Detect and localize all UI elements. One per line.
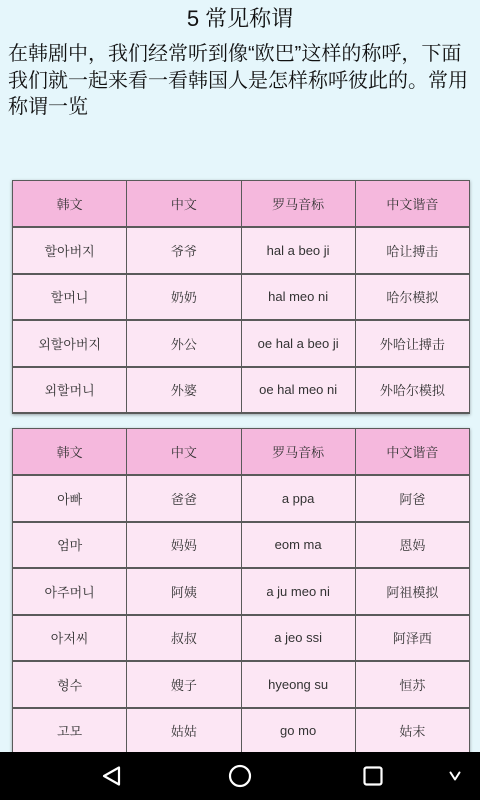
- table-row: [13, 320, 470, 367]
- korean-cell: 아저씨: [13, 615, 127, 662]
- table-header-row: [13, 181, 470, 228]
- korean-cell: 고모: [13, 708, 127, 753]
- korean-cell: 외할머니: [13, 367, 127, 414]
- titles-table-family-elders: [12, 180, 470, 414]
- chinese-cell: 奶奶: [127, 274, 241, 321]
- column-header-chinese: 中文: [127, 429, 241, 476]
- navigation-bar: [0, 752, 480, 800]
- homophone-cell: 恩妈: [355, 522, 469, 569]
- titles-table-family-relatives: [12, 428, 470, 752]
- table-row: [13, 615, 470, 662]
- chinese-cell: 姑姑: [127, 708, 241, 753]
- homophone-cell: 哈尔模拟: [355, 274, 469, 321]
- column-header-homophone: 中文谐音: [355, 429, 469, 476]
- column-header-korean: 韩文: [13, 429, 127, 476]
- romanization-cell: hyeong su: [241, 661, 355, 708]
- korean-cell: 할머니: [13, 274, 127, 321]
- column-header-romanization: 罗马音标: [241, 429, 355, 476]
- korean-cell: 아주머니: [13, 568, 127, 615]
- table-row: [13, 475, 470, 522]
- chinese-cell: 外婆: [127, 367, 241, 414]
- homophone-cell: 阿爸: [355, 475, 469, 522]
- chinese-cell: 外公: [127, 320, 241, 367]
- intro-paragraph: 在韩剧中，我们经常听到像“欧巴”这样的称呼，下面我们就一起来看一看韩国人是怎样称呼彼此的。常用称谓一览: [8, 43, 468, 118]
- homophone-cell: 哈让搏击: [355, 227, 469, 274]
- chinese-cell: 爸爸: [127, 475, 241, 522]
- homophone-cell: 恒苏: [355, 661, 469, 708]
- chevron-down-icon: [431, 752, 479, 800]
- homophone-cell: 外哈让搏击: [355, 320, 469, 367]
- romanization-cell: oe hal meo ni: [241, 367, 355, 414]
- romanization-cell: a ju meo ni: [241, 568, 355, 615]
- homophone-cell: 外哈尔模拟: [355, 367, 469, 414]
- table-row: [13, 708, 470, 753]
- romanization-cell: a ppa: [241, 475, 355, 522]
- romanization-cell: a jeo ssi: [241, 615, 355, 662]
- romanization-cell: go mo: [241, 708, 355, 753]
- korean-cell: 엄마: [13, 522, 127, 569]
- romanization-cell: hal meo ni: [241, 274, 355, 321]
- homophone-cell: 阿泽西: [355, 615, 469, 662]
- korean-cell: 형수: [13, 661, 127, 708]
- romanization-cell: oe hal a beo ji: [241, 320, 355, 367]
- romanization-cell: hal a beo ji: [241, 227, 355, 274]
- column-header-homophone: 中文谐音: [355, 181, 469, 228]
- homophone-cell: 阿祖模拟: [355, 568, 469, 615]
- chinese-cell: 嫂子: [127, 661, 241, 708]
- chinese-cell: 阿姨: [127, 568, 241, 615]
- table-row: [13, 274, 470, 321]
- column-header-romanization: 罗马音标: [241, 181, 355, 228]
- back-button[interactable]: [88, 752, 136, 800]
- korean-cell: 아빠: [13, 475, 127, 522]
- hide-keyboard-button[interactable]: [431, 752, 479, 800]
- recents-icon: [349, 752, 397, 800]
- page-title: 5 常见称谓: [186, 6, 294, 31]
- table-row: [13, 661, 470, 708]
- chinese-cell: 爷爷: [127, 227, 241, 274]
- home-icon: [216, 752, 264, 800]
- romanization-cell: eom ma: [241, 522, 355, 569]
- korean-cell: 할아버지: [13, 227, 127, 274]
- column-header-chinese: 中文: [127, 181, 241, 228]
- korean-cell: 외할아버지: [13, 320, 127, 367]
- chinese-cell: 叔叔: [127, 615, 241, 662]
- table-row: [13, 568, 470, 615]
- table-row: [13, 522, 470, 569]
- table-header-row: [13, 429, 470, 476]
- table-row: [13, 367, 470, 414]
- chinese-cell: 妈妈: [127, 522, 241, 569]
- home-button[interactable]: [216, 752, 264, 800]
- table-row: [13, 227, 470, 274]
- homophone-cell: 姑末: [355, 708, 469, 753]
- recents-button[interactable]: [349, 752, 397, 800]
- back-icon: [88, 752, 136, 800]
- column-header-korean: 韩文: [13, 181, 127, 228]
